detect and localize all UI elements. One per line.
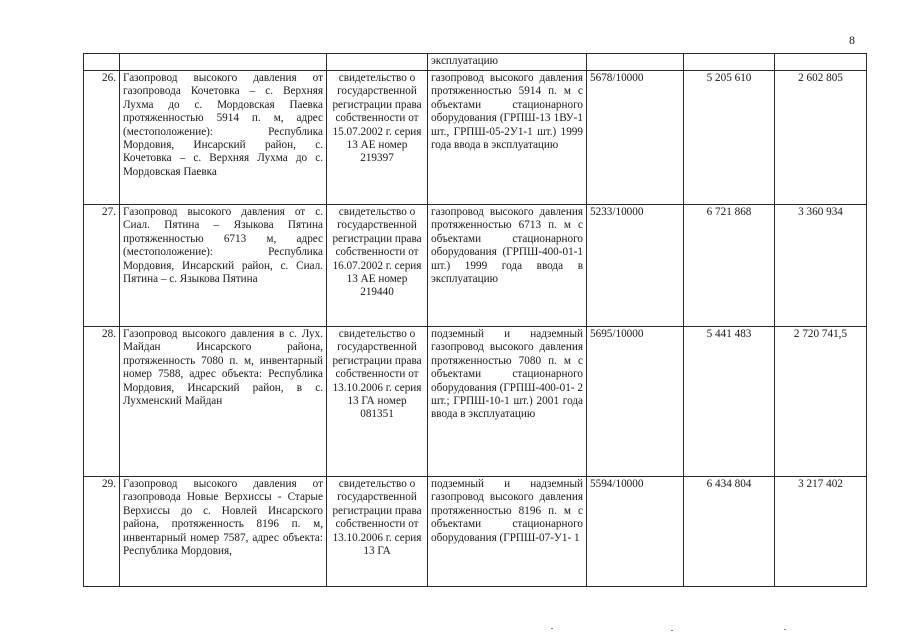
description-cell: газопровод высокого давления протяженностью 5914 п. м с объектами стационарного оборудования (ГРПШ-13 1ВУ-1 шт., ГРПШ-05-2У1-1 шт.) 1999 года ввода в эксплуатацию: [428, 71, 587, 205]
certificate-cell: свидетельство о государственной регистрации права собственности от 15.07.2002 г. серия 13 АЕ номер 219397: [327, 71, 428, 205]
description-cell: подземный и надземный газопровод высокого давления протяженностью 8196 п. м с объектами стационарного оборудования (ГРПШ-07-У1- 1: [428, 477, 587, 587]
scan-speck: [551, 628, 553, 629]
value-cell-1: 5 441 483: [684, 327, 775, 477]
object-name-cell: Газопровод высокого давления в с. Лух. Майдан Инсарского района, протяженность 7080 п. м, инвентарный номер 7588, адрес объекта: Республика Мордовия, Инсарский район, в с. Лухменский Майдан: [120, 327, 327, 477]
value-cell-1: 6 434 804: [684, 477, 775, 587]
row-number-cell: 26.: [84, 71, 120, 205]
description-cell: газопровод высокого давления протяженностью 6713 п. м с объектами стационарного оборудования (ГРПШ-400-01-1 шт.) 1999 года ввода в эксплуатацию: [428, 205, 587, 327]
value-cell-1: 5 205 610: [684, 71, 775, 205]
description-cell: подземный и надземный газопровод высокого давления протяженностью 7080 п. м с объектами стационарного оборудования (ГРПШ-400-01- 2 шт.; ГРПШ-10-1 шт.) 2001 года ввода в эксплуатацию: [428, 327, 587, 477]
property-register-table: [83, 53, 867, 587]
certificate-cell: свидетельство о государственной регистрации права собственности от 13.10.2006 г. серия 13 ГА номер 081351: [327, 327, 428, 477]
page-number: 8: [849, 33, 855, 47]
table-row: [84, 477, 867, 587]
certificate-cell: свидетельство о государственной регистрации права собственности от 13.10.2006 г. серия 13 ГА: [327, 477, 428, 587]
value-cell-2: 2 720 741,5: [775, 327, 867, 477]
share-cell: 5594/10000: [587, 477, 684, 587]
table-row: [84, 327, 867, 477]
row-number-cell: [84, 54, 120, 71]
object-name-cell: [120, 54, 327, 71]
table-row: [84, 205, 867, 327]
certificate-cell: [327, 54, 428, 71]
object-name-cell: Газопровод высокого давления от газопровода Кочетовка – с. Верхняя Лухма до с. Мордовская Паевка протяженностью 5914 п. м, адрес (местоположение): Республика Мордовия, Инсарский район, с. Кочетовка – с. Верхняя Лухма до с. Мордовская Паевка: [120, 71, 327, 205]
share-cell: 5695/10000: [587, 327, 684, 477]
value-cell-2: 3 360 934: [775, 205, 867, 327]
value-cell-2: [775, 54, 867, 71]
description-cell: эксплуатацию: [428, 54, 587, 71]
value-cell-1: [684, 54, 775, 71]
object-name-cell: Газопровод высокого давления от газопровода Новые Верхиссы - Старые Верхиссы до с. Новлей Инсарского района, протяженность 8196 п. м, инвентарный номер 7587, адрес объекта: Республика Мордовия,: [120, 477, 327, 587]
object-name-cell: Газопровод высокого давления от с. Сиал. Пятина – Языкова Пятина протяженностью 6713 м, адрес (местоположение): Республика Мордовия, Инсарский район, с. Сиал. Пятина – с. Языкова Пятина: [120, 205, 327, 327]
table-row-continuation: [84, 54, 867, 71]
scan-speck: [671, 630, 673, 631]
value-cell-2: 3 217 402: [775, 477, 867, 587]
share-cell: 5233/10000: [587, 205, 684, 327]
value-cell-1: 6 721 868: [684, 205, 775, 327]
share-cell: 5678/10000: [587, 71, 684, 205]
table-row: [84, 71, 867, 205]
value-cell-2: 2 602 805: [775, 71, 867, 205]
share-cell: [587, 54, 684, 71]
row-number-cell: 28.: [84, 327, 120, 477]
row-number-cell: 29.: [84, 477, 120, 587]
row-number-cell: 27.: [84, 205, 120, 327]
certificate-cell: свидетельство о государственной регистрации права собственности от 16.07.2002 г. серия 13 АЕ номер 219440: [327, 205, 428, 327]
scan-speck: [784, 629, 786, 630]
